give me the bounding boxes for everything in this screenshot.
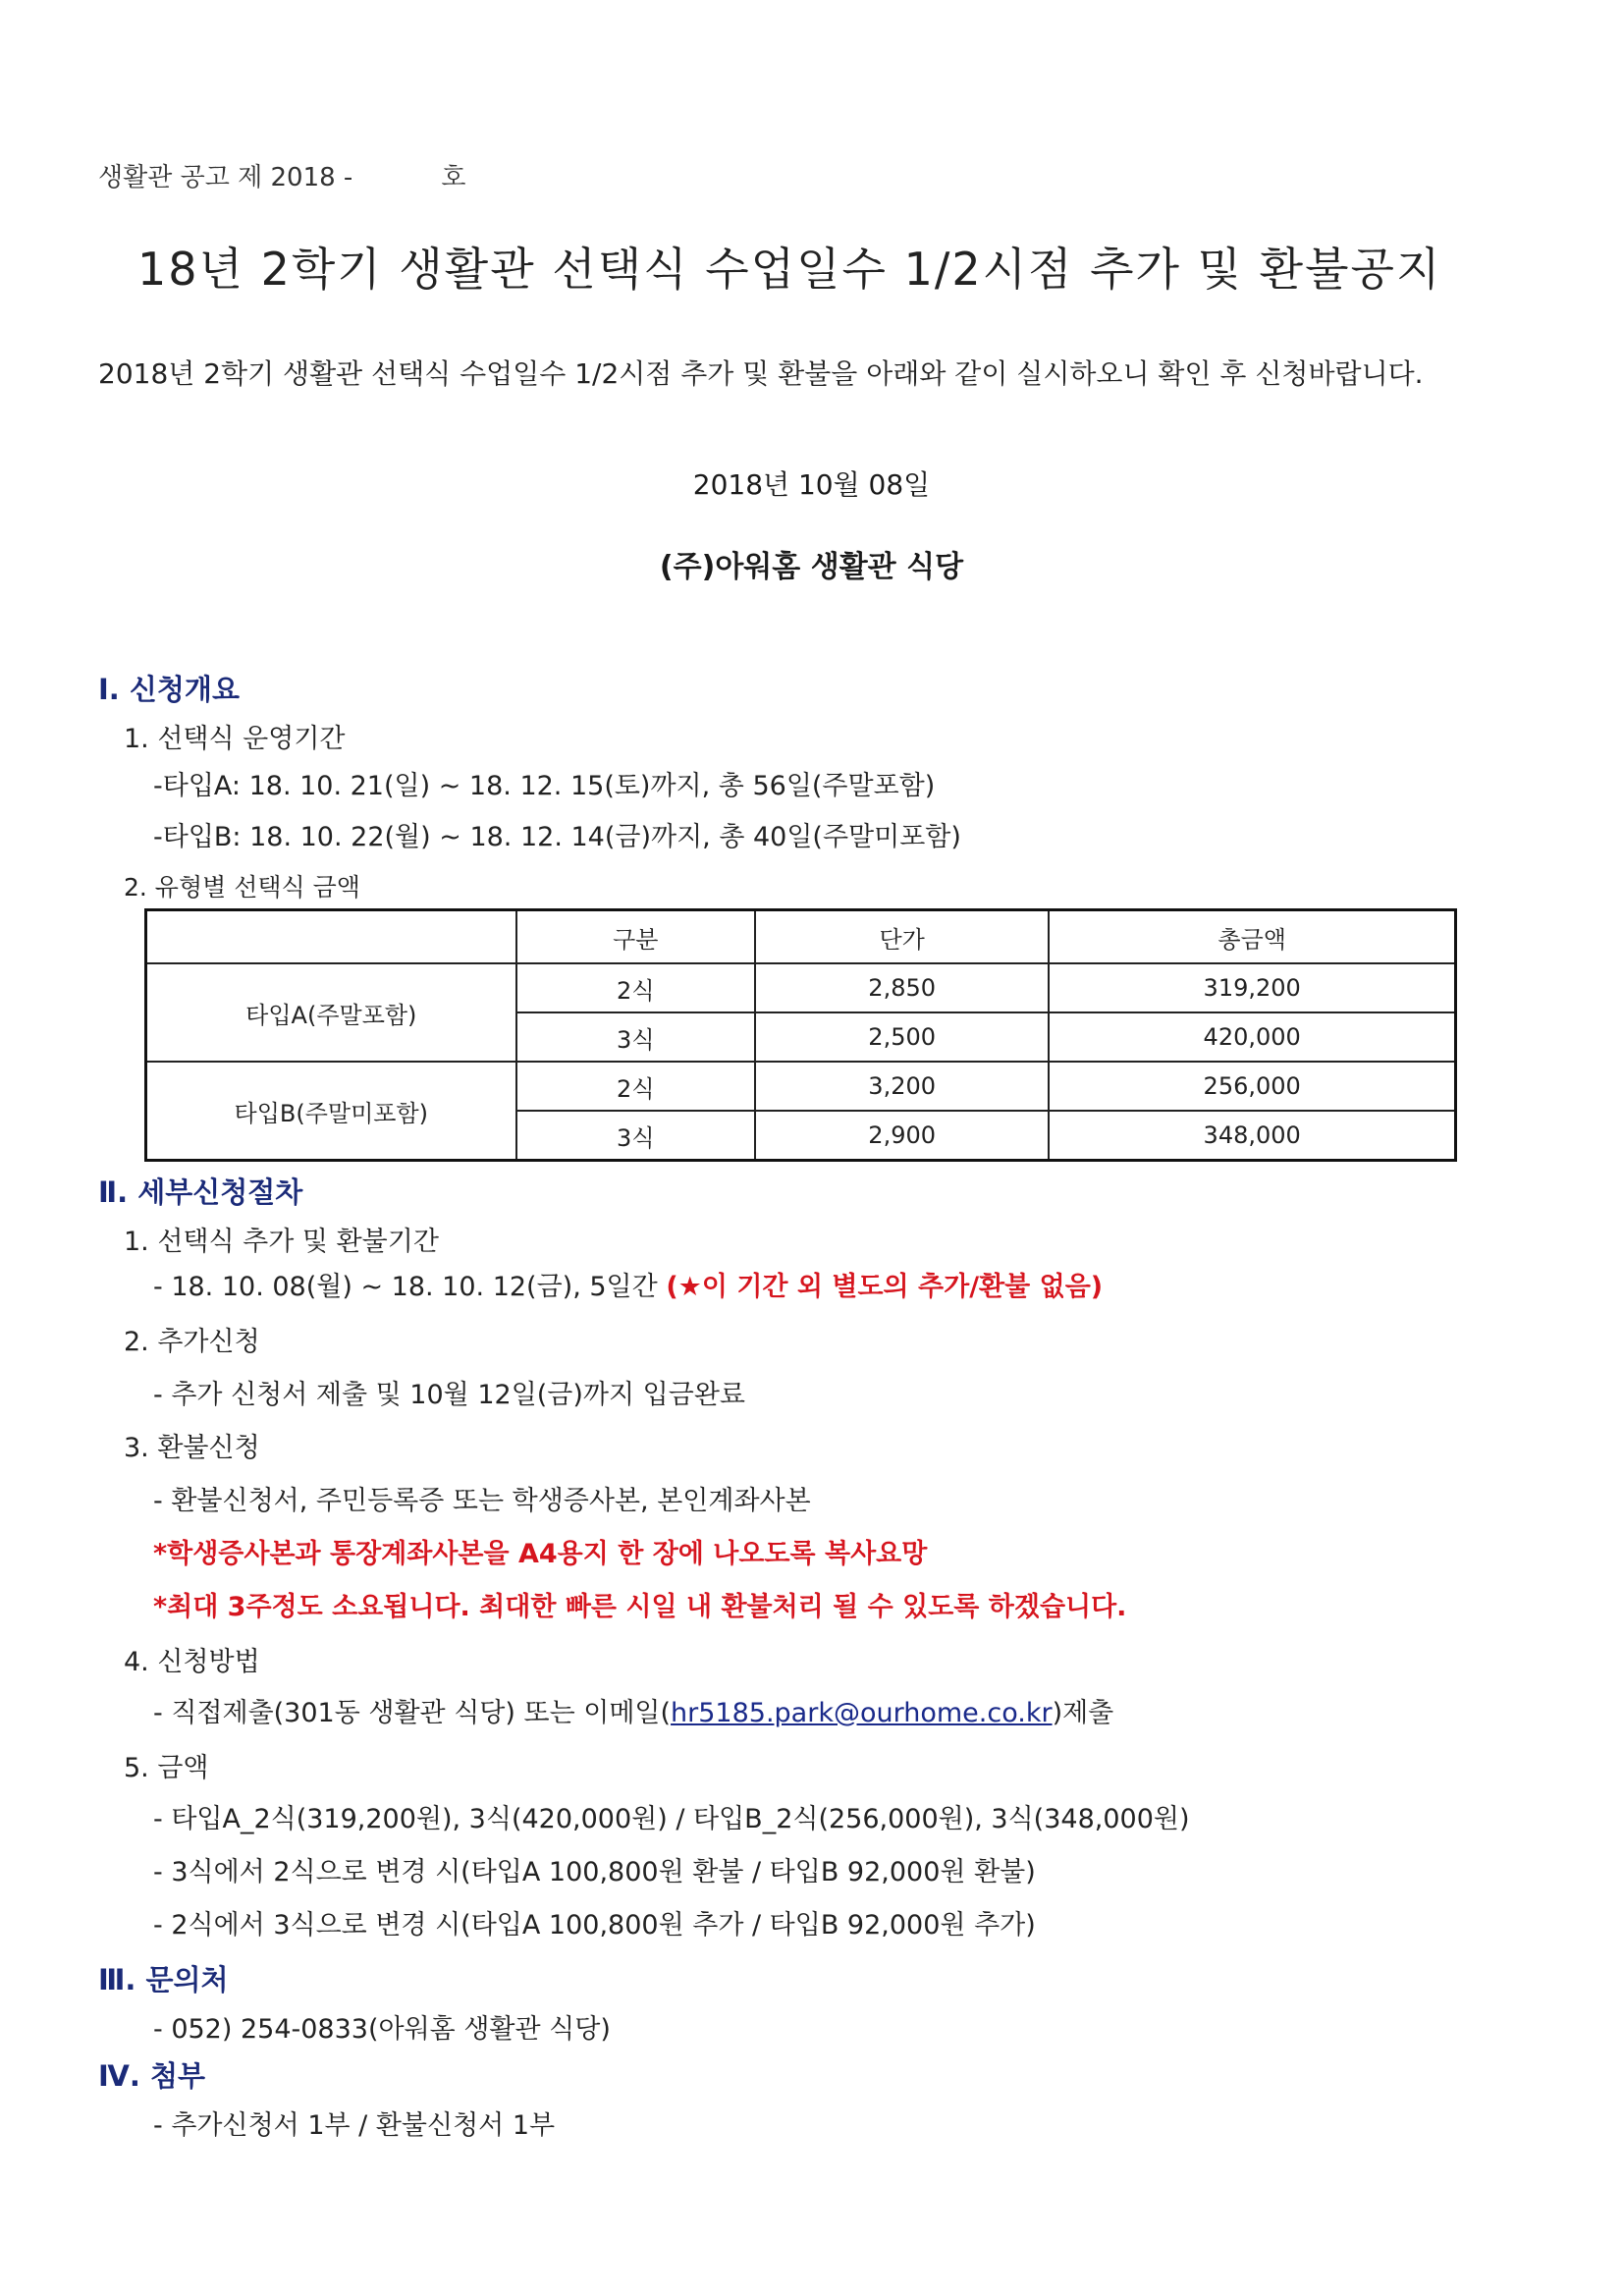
application-method-suffix: )제출 — [1052, 1698, 1114, 1728]
table-cell: 256,000 — [1049, 1062, 1455, 1111]
contact-line: - 052) 254-0833(아워홈 생활관 식당) — [153, 2014, 611, 2045]
section-1-sub2: 2. 유형별 선택식 금액 — [124, 873, 360, 902]
table-row — [146, 1062, 1456, 1111]
email-link[interactable]: hr5185.park@ourhome.co.kr — [671, 1698, 1053, 1728]
refund-period-line — [153, 1265, 1103, 1303]
section-1-heading: Ⅰ. 신청개요 — [98, 673, 240, 706]
amount-line: - 2식에서 3식으로 변경 시(타입A 100,800원 추가 / 타입B 92,000원 추가) — [153, 1910, 1036, 1941]
section-1-sub1: 1. 선택식 운영기간 — [124, 724, 346, 754]
table-cell: 2,900 — [755, 1111, 1049, 1161]
refund-period-warning: (★이 기간 외 별도의 추가/환불 없음) — [666, 1272, 1104, 1302]
fee-table — [144, 908, 1457, 1162]
table-header-row — [146, 910, 1456, 964]
refund-documents-line: - 환불신청서, 주민등록증 또는 학생증사본, 본인계좌사본 — [153, 1486, 811, 1516]
table-header-cell: 총금액 — [1049, 910, 1455, 964]
page-title: 18년 2학기 생활관 선택식 수업일수 1/2시점 추가 및 환불공지 — [137, 243, 1442, 296]
refund-note-copy: *학생증사본과 통장계좌사본을 A4용지 한 장에 나오도록 복사요망 — [153, 1539, 928, 1569]
table-row — [146, 963, 1456, 1012]
table-cell: 2식 — [516, 963, 755, 1012]
add-application-line: - 추가 신청서 제출 및 10월 12일(금)까지 입금완료 — [153, 1380, 745, 1410]
section-4-heading: Ⅳ. 첨부 — [98, 2059, 206, 2093]
section-2-sub2: 2. 추가신청 — [124, 1327, 260, 1357]
attachment-line: - 추가신청서 1부 / 환불신청서 1부 — [153, 2110, 556, 2141]
application-method-line — [153, 1691, 1113, 1729]
refund-period-text: - 18. 10. 08(월) ~ 18. 10. 12(금), 5일간 — [153, 1272, 658, 1302]
table-cell: 2,500 — [755, 1012, 1049, 1062]
table-cell: 3,200 — [755, 1062, 1049, 1111]
table-cell: 319,200 — [1049, 963, 1455, 1012]
section-2-sub5: 5. 금액 — [124, 1753, 209, 1783]
section-2-sub1: 1. 선택식 추가 및 환불기간 — [124, 1227, 439, 1257]
amount-line: - 타입A_2식(319,200원), 3식(420,000원) / 타입B_2식(256,000원), 3식(348,000원) — [153, 1804, 1190, 1834]
refund-note-duration: *최대 3주정도 소요됩니다. 최대한 빠른 시일 내 환불처리 될 수 있도록 하겠습니다. — [153, 1592, 1127, 1622]
section-2-sub4: 4. 신청방법 — [124, 1647, 260, 1677]
application-method-text: - 직접제출(301동 생활관 식당) 또는 이메일( — [153, 1698, 672, 1728]
table-header-cell: 단가 — [755, 910, 1049, 964]
table-cell: 2식 — [516, 1062, 755, 1111]
notice-number-suffix: 호 — [441, 163, 466, 192]
section-3-heading: Ⅲ. 문의처 — [98, 1963, 229, 1996]
notice-number-text: 생활관 공고 제 2018 - — [98, 163, 353, 192]
operating-period-type-b: -타입B: 18. 10. 22(월) ~ 18. 12. 14(금)까지, 총 40일(주말미포함) — [153, 822, 961, 852]
operating-period-type-a: -타입A: 18. 10. 21(일) ~ 18. 12. 15(토)까지, 총 56일(주말포함) — [153, 771, 936, 801]
section-2-heading: Ⅱ. 세부신청절차 — [98, 1175, 303, 1209]
table-type-cell: 타입B(주말미포함) — [146, 1062, 516, 1161]
table-header-cell — [146, 910, 516, 964]
intro-paragraph: 2018년 2학기 생활관 선택식 수업일수 1/2시점 추가 및 환불을 아래와 같이 실시하오니 확인 후 신청바랍니다. — [98, 357, 1424, 390]
table-cell: 2,850 — [755, 963, 1049, 1012]
amount-line: - 3식에서 2식으로 변경 시(타입A 100,800원 환불 / 타입B 92,000원 환불) — [153, 1857, 1036, 1887]
notice-number — [98, 157, 465, 193]
table-header-cell: 구분 — [516, 910, 755, 964]
table-cell: 3식 — [516, 1012, 755, 1062]
table-cell: 348,000 — [1049, 1111, 1455, 1161]
table-cell: 420,000 — [1049, 1012, 1455, 1062]
section-2-sub3: 3. 환불신청 — [124, 1433, 260, 1463]
table-type-cell: 타입A(주말포함) — [146, 963, 516, 1062]
notice-date: 2018년 10월 08일 — [692, 468, 931, 501]
table-cell: 3식 — [516, 1111, 755, 1161]
organization-name: (주)아워홈 생활관 식당 — [659, 550, 964, 584]
